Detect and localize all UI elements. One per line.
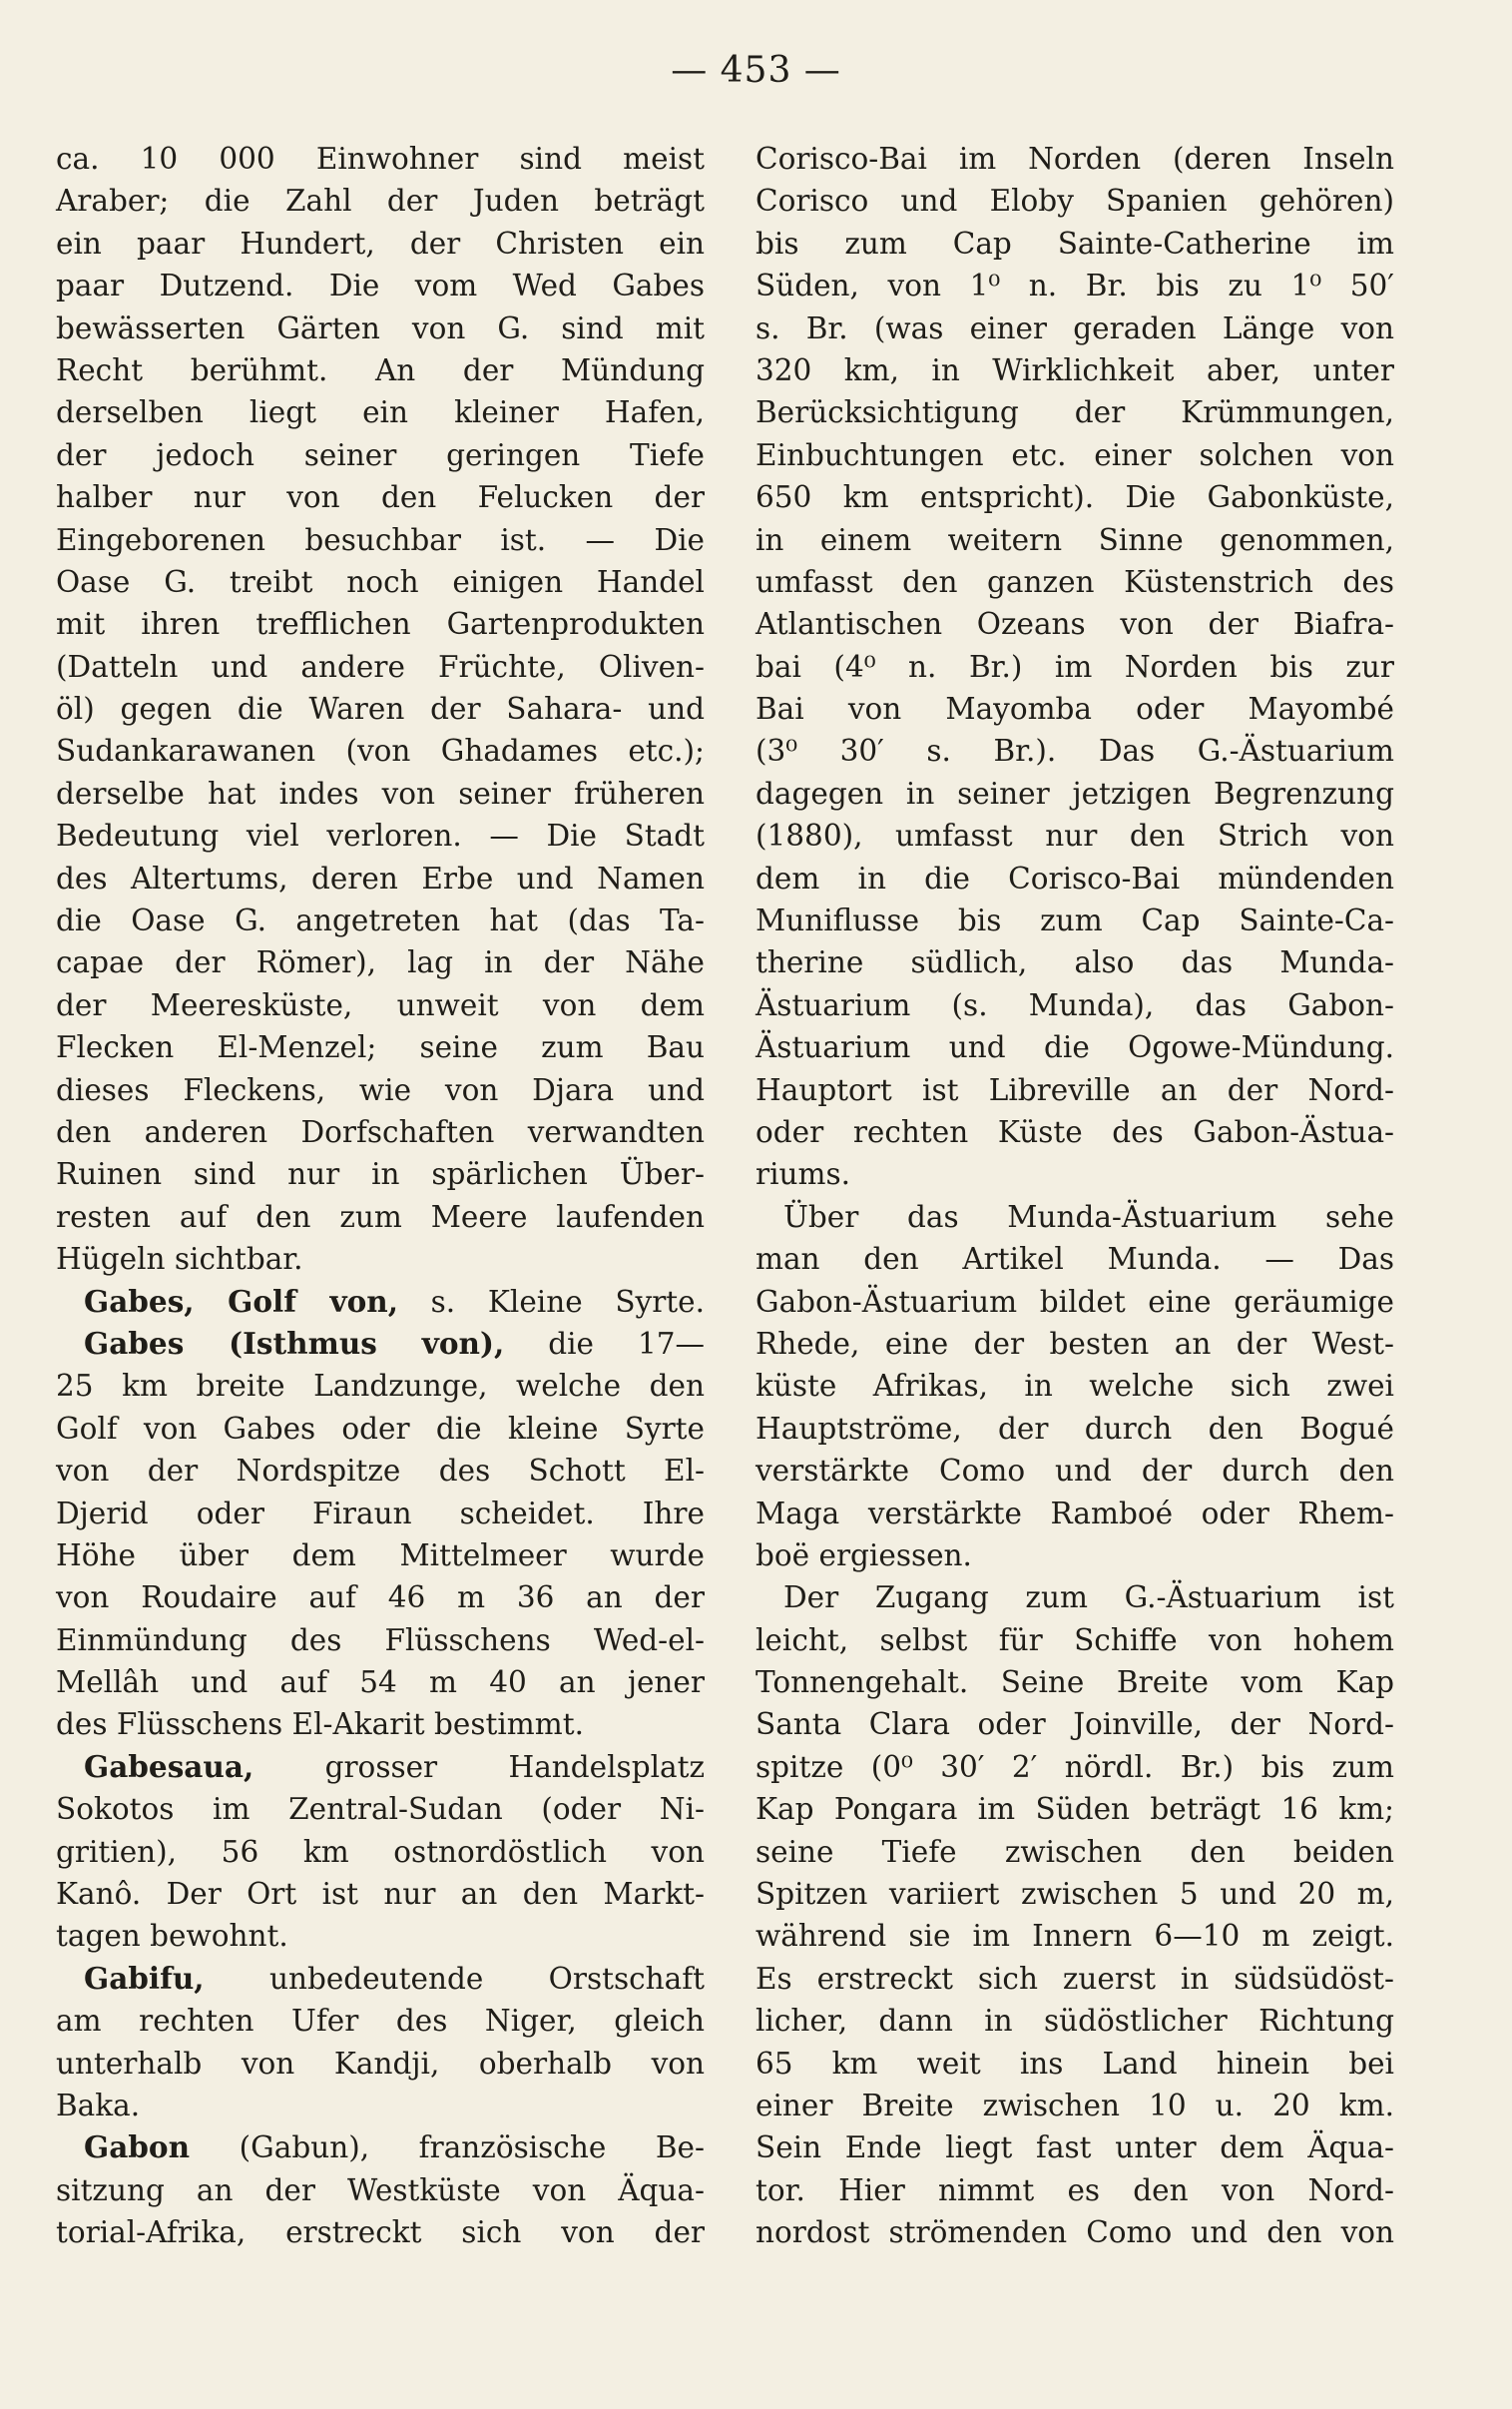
line-text: dagegen in seiner jetzigen Begrenzung: [756, 776, 1394, 811]
line-text: Sokotos im Zentral-Sudan (oder Ni-: [56, 1792, 705, 1827]
text-line: [56, 1619, 705, 1661]
entry-term: Gabifu,: [84, 1960, 205, 1996]
text-line: [756, 2126, 1394, 2168]
line-text: Ruinen sind nur in spärlichen Über-: [56, 1157, 705, 1192]
line-text: Hauptort ist Libreville an der Nord-: [756, 1072, 1394, 1107]
line-text: nordost strömenden Como und den von: [756, 2215, 1394, 2250]
line-text: den anderen Dorfschaften verwandten: [56, 1114, 705, 1149]
line-text: (3⁰ 30′ s. Br.). Das G.-Ästuarium: [756, 734, 1394, 769]
line-text: Der Zugang zum G.-Ästuarium ist: [783, 1580, 1394, 1615]
line-text: Sudankarawanen (von Ghadames etc.);: [56, 734, 705, 769]
text-line: [56, 1746, 705, 1788]
text-line: [56, 265, 705, 306]
text-line: [56, 1153, 705, 1195]
line-text: Sein Ende liegt fast unter dem Äqua-: [756, 2130, 1394, 2165]
text-line: [756, 519, 1394, 561]
line-text: Muniflusse bis zum Cap Sainte-Ca-: [756, 903, 1394, 938]
line-text: Rhede, eine der besten an der West-: [756, 1326, 1394, 1361]
text-line: [56, 1196, 705, 1238]
line-text: spitze (0⁰ 30′ 2′ nördl. Br.) bis zum: [756, 1749, 1394, 1784]
text-line: [756, 2085, 1394, 2126]
text-line: [756, 603, 1394, 645]
text-line: [56, 603, 705, 645]
text-line: [756, 1703, 1394, 1745]
line-text: Baka.: [56, 2088, 141, 2122]
text-line: [56, 307, 705, 349]
text-line: [756, 1196, 1394, 1238]
text-line: [56, 561, 705, 603]
text-line: [756, 180, 1394, 222]
line-text: einer Breite zwischen 10 u. 20 km.: [756, 2088, 1394, 2122]
text-line: [56, 1788, 705, 1830]
text-line: [56, 476, 705, 518]
line-text: Oase G. treibt noch einigen Handel: [56, 564, 705, 599]
text-line: [756, 1534, 1394, 1576]
text-line: [756, 941, 1394, 983]
text-line: [56, 1915, 705, 1957]
text-line: [56, 773, 705, 815]
entry-term: Gabesaua,: [84, 1748, 254, 1784]
text-line: [756, 223, 1394, 265]
text-line: [56, 349, 705, 391]
line-text: Ästuarium und die Ogowe-Mündung.: [756, 1030, 1394, 1065]
line-text: oder rechten Küste des Gabon-Ästua-: [756, 1114, 1394, 1149]
text-line: [756, 265, 1394, 306]
line-text: Hügeln sichtbar.: [56, 1242, 303, 1277]
line-text: Hauptströme, der durch den Bogué: [756, 1411, 1394, 1446]
line-text: Eingeborenen besuchbar ist. — Die: [56, 522, 705, 557]
text-line: [756, 1365, 1394, 1407]
text-line: [756, 1026, 1394, 1068]
line-text: leicht, selbst für Schiffe von hohem: [756, 1622, 1394, 1657]
line-text: des Altertums, deren Erbe und Namen: [56, 861, 705, 896]
line-text: derselbe hat indes von seiner früheren: [56, 776, 705, 811]
line-text: man den Artikel Munda. — Das: [756, 1242, 1394, 1277]
line-text: ca. 10 000 Einwohner sind meist: [56, 142, 705, 176]
text-line: [756, 646, 1394, 688]
line-text: in einem weitern Sinne genommen,: [756, 522, 1394, 557]
line-text: derselben liegt ein kleiner Hafen,: [56, 395, 705, 430]
text-line: [756, 2211, 1394, 2253]
line-text: Recht berühmt. An der Mündung: [56, 352, 705, 387]
text-line: [56, 1661, 705, 1703]
line-text: grosser Handelsplatz: [253, 1749, 705, 1784]
line-text: paar Dutzend. Die vom Wed Gabes: [56, 269, 705, 303]
text-line: [56, 815, 705, 857]
line-text: Maga verstärkte Ramboé oder Rhem-: [756, 1496, 1394, 1530]
line-text: mit ihren trefflichen Gartenprodukten: [56, 607, 705, 642]
text-line: [756, 1323, 1394, 1365]
text-line: [56, 646, 705, 688]
line-text: Einmündung des Flüsschens Wed-el-: [56, 1622, 705, 1657]
line-text: s. Br. (was einer geraden Länge von: [756, 310, 1394, 345]
line-text: Araber; die Zahl der Juden beträgt: [56, 184, 705, 219]
line-text: von Roudaire auf 46 m 36 an der: [56, 1580, 705, 1615]
text-line: [56, 1450, 705, 1492]
text-line: [56, 1408, 705, 1450]
text-line: [56, 1576, 705, 1618]
text-line: [56, 434, 705, 476]
line-text: Süden, von 1⁰ n. Br. bis zu 1⁰ 50′: [756, 269, 1394, 303]
line-text: der Meeresküste, unweit von dem: [56, 987, 705, 1022]
right-column: [756, 138, 1394, 2254]
line-text: Santa Clara oder Joinville, der Nord-: [756, 1707, 1394, 1742]
text-line: [56, 1069, 705, 1111]
text-line: [756, 476, 1394, 518]
text-line: [756, 1493, 1394, 1534]
line-text: (Gabun), französische Be-: [190, 2130, 705, 2165]
text-line: [756, 1238, 1394, 1280]
text-line: [56, 941, 705, 983]
line-text: Höhe über dem Mittelmeer wurde: [56, 1537, 705, 1572]
line-text: Es erstreckt sich zuerst in südsüdöst-: [756, 1961, 1394, 1996]
text-line: [56, 1238, 705, 1280]
line-text: am rechten Ufer des Niger, gleich: [56, 2004, 705, 2039]
text-line: [56, 1703, 705, 1745]
line-text: tagen bewohnt.: [56, 1919, 288, 1954]
entry-term: Gabes, Golf von,: [84, 1283, 398, 1319]
line-text: Ästuarium (s. Munda), das Gabon-: [756, 987, 1394, 1022]
text-line: [56, 900, 705, 941]
text-line: [756, 561, 1394, 603]
line-text: licher, dann in südöstlicher Richtung: [756, 2004, 1394, 2039]
line-text: dem in die Corisco-Bai mündenden: [756, 861, 1394, 896]
text-line: [56, 223, 705, 265]
text-line: [756, 773, 1394, 815]
line-text: verstärkte Como und der durch den: [756, 1454, 1394, 1489]
line-text: tor. Hier nimmt es den von Nord-: [756, 2172, 1394, 2207]
text-line: [56, 2169, 705, 2211]
line-text: dieses Fleckens, wie von Djara und: [56, 1072, 705, 1107]
text-line: [56, 519, 705, 561]
text-line: [56, 138, 705, 180]
line-text: bis zum Cap Sainte-Catherine im: [756, 226, 1394, 261]
line-text: Bai von Mayomba oder Mayombé: [756, 692, 1394, 727]
line-text: 25 km breite Landzunge, welche den: [56, 1369, 705, 1404]
line-text: 650 km entspricht). Die Gabonküste,: [756, 480, 1394, 515]
line-text: ein paar Hundert, der Christen ein: [56, 226, 705, 261]
text-line: [756, 1831, 1394, 1873]
text-line: [56, 2043, 705, 2085]
text-line: [756, 1069, 1394, 1111]
text-line: [56, 1111, 705, 1153]
text-line: [756, 1958, 1394, 2000]
text-line: [756, 1661, 1394, 1703]
line-text: halber nur von den Felucken der: [56, 480, 705, 515]
text-line: [756, 858, 1394, 900]
line-text: Spitzen variiert zwischen 5 und 20 m,: [756, 1877, 1394, 1912]
line-text: unterhalb von Kandji, oberhalb von: [56, 2046, 705, 2081]
text-line: [756, 984, 1394, 1026]
text-line: [756, 1408, 1394, 1450]
text-line: [56, 1831, 705, 1873]
line-text: resten auf den zum Meere laufenden: [56, 1199, 705, 1234]
line-text: bewässerten Gärten von G. sind mit: [56, 310, 705, 345]
line-text: Djerid oder Firaun scheidet. Ihre: [56, 1496, 705, 1530]
line-text: unbedeutende Orstschaft: [204, 1961, 705, 1996]
text-line: [756, 1450, 1394, 1492]
text-line: [756, 1746, 1394, 1788]
text-line: [56, 858, 705, 900]
text-line: [756, 688, 1394, 730]
line-text: die Oase G. angetreten hat (das Ta-: [56, 903, 705, 938]
line-text: Kanô. Der Ort ist nur an den Markt-: [56, 1877, 705, 1912]
text-line: [56, 1873, 705, 1915]
text-line: [56, 2085, 705, 2126]
left-column: [56, 138, 705, 2254]
text-line: [56, 1026, 705, 1068]
line-text: Gabon-Ästuarium bildet eine geräumige: [756, 1284, 1394, 1319]
text-line: [56, 391, 705, 433]
line-text: öl) gegen die Waren der Sahara- und: [56, 692, 705, 727]
text-line: [756, 391, 1394, 433]
text-line: [56, 730, 705, 772]
line-text: der jedoch seiner geringen Tiefe: [56, 437, 705, 472]
text-line: [756, 1153, 1394, 1195]
page-number: — 453 —: [671, 50, 841, 91]
text-line: [56, 1493, 705, 1534]
text-line: [56, 1958, 705, 2000]
entry-term: Gabon: [84, 2129, 191, 2165]
line-text: (Datteln und andere Früchte, Oliven-: [56, 649, 705, 684]
text-line: [756, 1576, 1394, 1618]
line-text: capae der Römer), lag in der Nähe: [56, 945, 705, 980]
line-text: Einbuchtungen etc. einer solchen von: [756, 437, 1394, 472]
line-text: Bedeutung viel verloren. — Die Stadt: [56, 819, 705, 854]
line-text: s. Kleine Syrte.: [398, 1284, 705, 1319]
text-line: [756, 138, 1394, 180]
text-line: [56, 180, 705, 222]
text-line: [56, 2126, 705, 2168]
text-line: [56, 2211, 705, 2253]
line-text: Golf von Gabes oder die kleine Syrte: [56, 1411, 705, 1446]
text-line: [56, 984, 705, 1026]
line-text: des Flüsschens El-Akarit bestimmt.: [56, 1707, 584, 1742]
text-line: [756, 2000, 1394, 2042]
line-text: gritien), 56 km ostnordöstlich von: [56, 1834, 705, 1869]
line-text: Berücksichtigung der Krümmungen,: [756, 395, 1394, 430]
text-line: [756, 1788, 1394, 1830]
text-line: [56, 1534, 705, 1576]
text-line: [756, 2043, 1394, 2085]
line-text: Mellâh und auf 54 m 40 an jener: [56, 1665, 705, 1700]
text-line: [756, 434, 1394, 476]
line-text: Kap Pongara im Süden beträgt 16 km;: [756, 1792, 1394, 1827]
line-text: torial-Afrika, erstreckt sich von der: [56, 2215, 705, 2250]
line-text: Flecken El-Menzel; seine zum Bau: [56, 1030, 705, 1065]
line-text: küste Afrikas, in welche sich zwei: [756, 1369, 1394, 1404]
line-text: von der Nordspitze des Schott El-: [56, 1454, 705, 1489]
text-line: [56, 2000, 705, 2042]
line-text: Atlantischen Ozeans von der Biafra-: [756, 607, 1394, 642]
line-text: 320 km, in Wirklichkeit aber, unter: [756, 352, 1394, 387]
line-text: während sie im Innern 6—10 m zeigt.: [756, 1919, 1394, 1954]
line-text: bai (4⁰ n. Br.) im Norden bis zur: [756, 649, 1394, 684]
line-text: Corisco-Bai im Norden (deren Inseln: [756, 142, 1394, 176]
text-line: [756, 1111, 1394, 1153]
line-text: umfasst den ganzen Küstenstrich des: [756, 564, 1394, 599]
line-text: die 17—: [504, 1326, 705, 1361]
line-text: (1880), umfasst nur den Strich von: [756, 819, 1394, 854]
entry-term: Gabes (Isthmus von),: [84, 1325, 505, 1361]
line-text: seine Tiefe zwischen den beiden: [756, 1834, 1394, 1869]
line-text: 65 km weit ins Land hinein bei: [756, 2046, 1394, 2081]
line-text: boë ergiessen.: [756, 1537, 972, 1572]
text-line: [56, 688, 705, 730]
line-text: sitzung an der Westküste von Äqua-: [56, 2172, 705, 2207]
text-line: [756, 349, 1394, 391]
text-line: [756, 730, 1394, 772]
text-line: [756, 1281, 1394, 1323]
text-line: [56, 1281, 705, 1323]
text-line: [756, 815, 1394, 857]
line-text: riums.: [756, 1157, 851, 1192]
text-line: [56, 1323, 705, 1365]
line-text: Über das Munda-Ästuarium sehe: [783, 1199, 1394, 1234]
text-line: [56, 1365, 705, 1407]
text-line: [756, 1915, 1394, 1957]
text-line: [756, 2169, 1394, 2211]
line-text: Corisco und Eloby Spanien gehören): [756, 184, 1394, 219]
line-text: Tonnengehalt. Seine Breite vom Kap: [756, 1665, 1394, 1700]
line-text: therine südlich, also das Munda-: [756, 945, 1394, 980]
text-line: [756, 307, 1394, 349]
text-line: [756, 1873, 1394, 1915]
text-line: [756, 1619, 1394, 1661]
text-line: [756, 900, 1394, 941]
